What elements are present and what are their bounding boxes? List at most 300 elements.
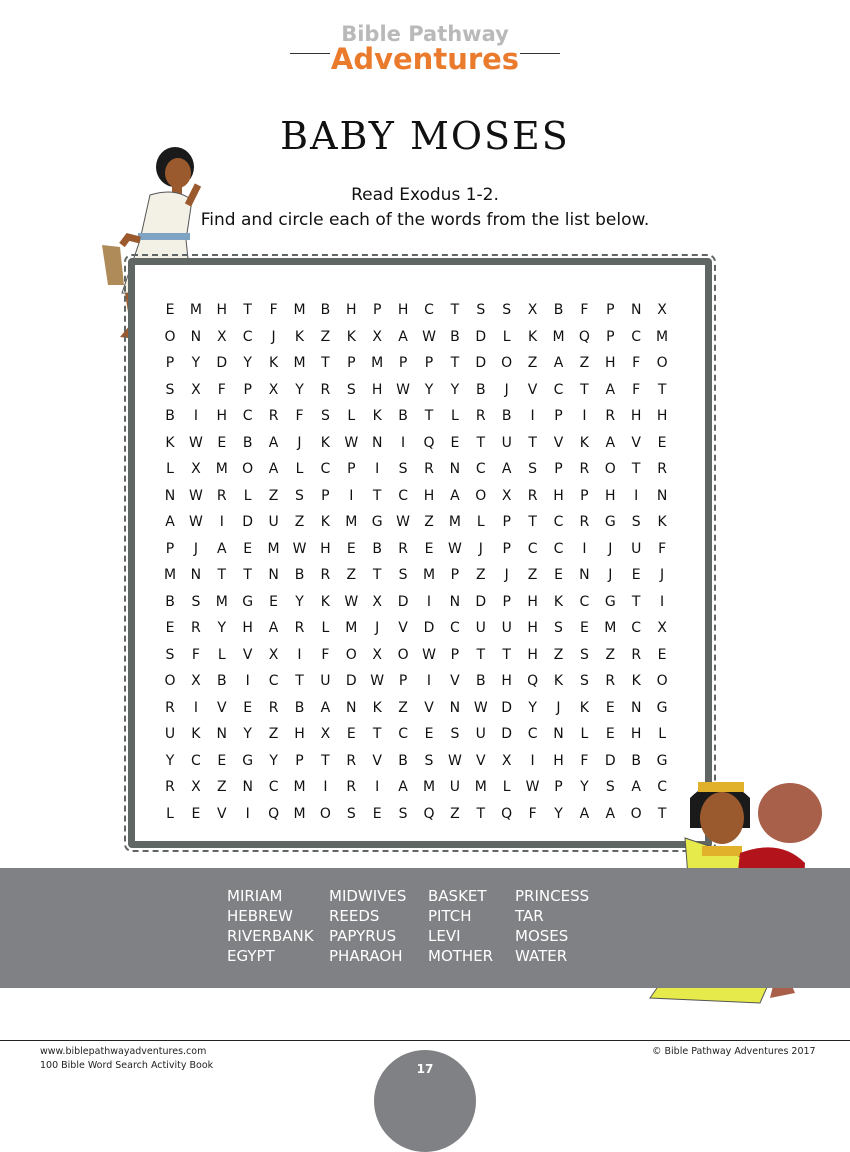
- grid-letter[interactable]: O: [475, 487, 487, 504]
- grid-letter[interactable]: C: [527, 540, 538, 557]
- grid-letter[interactable]: R: [579, 514, 590, 530]
- grid-letter[interactable]: G: [242, 593, 254, 610]
- grid-letter[interactable]: B: [294, 567, 305, 583]
- grid-letter[interactable]: N: [449, 699, 461, 716]
- grid-letter[interactable]: X: [268, 646, 279, 663]
- grid-letter[interactable]: C: [424, 302, 434, 318]
- grid-letter[interactable]: Z: [346, 567, 357, 583]
- grid-letter[interactable]: W: [292, 540, 307, 557]
- grid-letter[interactable]: Y: [217, 620, 227, 636]
- grid-letter[interactable]: D: [604, 752, 616, 769]
- grid-letter[interactable]: B: [450, 328, 460, 345]
- grid-letter[interactable]: T: [295, 673, 304, 689]
- grid-letter[interactable]: H: [294, 726, 305, 742]
- grid-letter[interactable]: Q: [423, 805, 435, 822]
- grid-letter[interactable]: T: [580, 381, 589, 398]
- grid-letter[interactable]: W: [422, 646, 436, 663]
- grid-letter[interactable]: M: [293, 805, 306, 822]
- grid-letter[interactable]: O: [242, 461, 254, 477]
- grid-letter[interactable]: K: [320, 514, 330, 530]
- grid-letter[interactable]: X: [501, 487, 512, 504]
- grid-letter[interactable]: C: [631, 328, 642, 345]
- grid-letter[interactable]: P: [554, 779, 563, 795]
- grid-letter[interactable]: M: [656, 328, 669, 345]
- grid-letter[interactable]: X: [191, 381, 201, 398]
- grid-letter[interactable]: B: [165, 408, 175, 424]
- grid-letter[interactable]: Z: [553, 646, 564, 663]
- grid-letter[interactable]: T: [476, 434, 486, 451]
- grid-letter[interactable]: K: [579, 699, 589, 716]
- grid-letter[interactable]: Z: [424, 514, 434, 530]
- grid-letter[interactable]: P: [295, 752, 304, 769]
- grid-letter[interactable]: W: [447, 540, 462, 557]
- grid-letter[interactable]: A: [398, 328, 408, 345]
- grid-letter[interactable]: I: [582, 408, 587, 424]
- grid-letter[interactable]: R: [579, 461, 590, 477]
- grid-letter[interactable]: M: [422, 779, 436, 795]
- grid-letter[interactable]: C: [450, 620, 460, 636]
- grid-letter[interactable]: P: [554, 408, 563, 424]
- grid-letter[interactable]: I: [530, 408, 535, 424]
- grid-letter[interactable]: E: [346, 726, 356, 742]
- grid-letter[interactable]: G: [604, 593, 616, 610]
- grid-letter[interactable]: N: [164, 487, 176, 504]
- grid-letter[interactable]: P: [347, 461, 356, 477]
- grid-letter[interactable]: S: [165, 381, 175, 398]
- grid-letter[interactable]: Y: [554, 805, 563, 822]
- grid-letter[interactable]: I: [375, 461, 380, 477]
- grid-letter[interactable]: D: [397, 593, 409, 610]
- grid-letter[interactable]: S: [631, 514, 641, 530]
- grid-letter[interactable]: P: [165, 540, 175, 557]
- grid-letter[interactable]: Y: [191, 355, 201, 371]
- grid-letter[interactable]: B: [294, 699, 305, 716]
- grid-letter[interactable]: E: [346, 540, 356, 557]
- grid-letter[interactable]: N: [371, 434, 383, 451]
- grid-letter[interactable]: T: [528, 514, 537, 530]
- grid-letter[interactable]: T: [372, 726, 382, 742]
- grid-letter[interactable]: L: [450, 408, 459, 424]
- grid-letter[interactable]: E: [243, 540, 253, 557]
- grid-letter[interactable]: D: [216, 355, 228, 371]
- grid-letter[interactable]: K: [631, 673, 641, 689]
- grid-letter[interactable]: X: [191, 779, 201, 795]
- grid-letter[interactable]: W: [344, 434, 359, 451]
- grid-letter[interactable]: K: [372, 699, 382, 716]
- grid-letter[interactable]: I: [297, 646, 302, 663]
- grid-letter[interactable]: J: [504, 567, 509, 583]
- grid-letter[interactable]: M: [552, 328, 565, 345]
- grid-letter[interactable]: R: [294, 620, 305, 636]
- grid-letter[interactable]: W: [188, 434, 203, 451]
- grid-letter[interactable]: R: [631, 646, 642, 663]
- grid-letter[interactable]: C: [242, 328, 253, 345]
- grid-letter[interactable]: B: [475, 381, 486, 398]
- grid-letter[interactable]: Z: [320, 328, 331, 345]
- grid-letter[interactable]: P: [165, 355, 175, 371]
- grid-letter[interactable]: R: [527, 487, 538, 504]
- grid-letter[interactable]: N: [268, 567, 279, 583]
- grid-letter[interactable]: Y: [450, 381, 460, 398]
- grid-letter[interactable]: C: [268, 779, 279, 795]
- grid-letter[interactable]: W: [396, 514, 411, 530]
- grid-letter[interactable]: X: [217, 328, 227, 345]
- grid-letter[interactable]: N: [630, 302, 642, 318]
- grid-letter[interactable]: U: [475, 620, 486, 636]
- grid-letter[interactable]: K: [657, 514, 667, 530]
- grid-letter[interactable]: L: [243, 487, 252, 504]
- grid-letter[interactable]: R: [475, 408, 486, 424]
- grid-letter[interactable]: V: [476, 752, 486, 769]
- grid-letter[interactable]: N: [190, 567, 202, 583]
- grid-letter[interactable]: D: [501, 699, 513, 716]
- grid-letter[interactable]: C: [553, 381, 564, 398]
- grid-letter[interactable]: P: [321, 487, 330, 504]
- grid-letter[interactable]: A: [268, 434, 279, 451]
- grid-letter[interactable]: P: [398, 673, 408, 689]
- grid-letter[interactable]: E: [165, 302, 175, 318]
- grid-letter[interactable]: E: [605, 699, 615, 716]
- grid-letter[interactable]: R: [165, 699, 175, 716]
- grid-letter[interactable]: Z: [268, 487, 279, 504]
- grid-letter[interactable]: C: [191, 752, 201, 769]
- grid-letter[interactable]: Z: [605, 646, 616, 663]
- grid-letter[interactable]: I: [582, 540, 587, 557]
- grid-letter[interactable]: U: [164, 726, 176, 742]
- grid-letter[interactable]: D: [475, 593, 487, 610]
- grid-letter[interactable]: S: [346, 805, 356, 822]
- grid-letter[interactable]: G: [371, 514, 383, 530]
- grid-letter[interactable]: Z: [527, 567, 538, 583]
- grid-letter[interactable]: M: [189, 302, 202, 318]
- grid-letter[interactable]: R: [216, 487, 227, 504]
- grid-letter[interactable]: F: [528, 805, 537, 822]
- grid-letter[interactable]: F: [217, 381, 226, 398]
- grid-letter[interactable]: K: [579, 434, 589, 451]
- grid-letter[interactable]: M: [448, 514, 461, 530]
- grid-letter[interactable]: Y: [580, 779, 589, 795]
- grid-letter[interactable]: C: [553, 514, 564, 530]
- grid-letter[interactable]: H: [605, 355, 616, 371]
- grid-letter[interactable]: I: [375, 779, 380, 795]
- grid-letter[interactable]: I: [401, 434, 406, 451]
- grid-letter[interactable]: A: [631, 779, 641, 795]
- grid-letter[interactable]: Y: [424, 381, 434, 398]
- grid-letter[interactable]: R: [605, 408, 616, 424]
- grid-letter[interactable]: O: [345, 646, 357, 663]
- grid-letter[interactable]: X: [372, 646, 382, 663]
- grid-letter[interactable]: H: [397, 302, 409, 318]
- grid-letter[interactable]: O: [501, 355, 513, 371]
- grid-letter[interactable]: A: [605, 381, 616, 398]
- grid-letter[interactable]: S: [295, 487, 304, 504]
- grid-letter[interactable]: M: [163, 567, 177, 583]
- grid-letter[interactable]: T: [372, 487, 382, 504]
- grid-letter[interactable]: H: [216, 302, 228, 318]
- grid-letter[interactable]: F: [191, 646, 200, 663]
- grid-letter[interactable]: M: [422, 567, 436, 583]
- grid-letter[interactable]: M: [293, 779, 306, 795]
- grid-letter[interactable]: B: [553, 302, 564, 318]
- grid-letter[interactable]: B: [216, 673, 227, 689]
- grid-letter[interactable]: N: [656, 487, 668, 504]
- grid-letter[interactable]: F: [580, 302, 589, 318]
- grid-letter[interactable]: E: [217, 752, 227, 769]
- grid-letter[interactable]: C: [527, 726, 538, 742]
- grid-letter[interactable]: K: [346, 328, 356, 345]
- grid-letter[interactable]: A: [579, 805, 590, 822]
- grid-letter[interactable]: W: [422, 328, 436, 345]
- grid-letter[interactable]: O: [604, 461, 616, 477]
- grid-letter[interactable]: M: [267, 540, 280, 557]
- grid-letter[interactable]: D: [475, 355, 487, 371]
- grid-letter[interactable]: P: [243, 381, 252, 398]
- grid-letter[interactable]: A: [501, 461, 512, 477]
- grid-letter[interactable]: H: [630, 726, 642, 742]
- grid-letter[interactable]: C: [398, 726, 408, 742]
- grid-letter[interactable]: L: [166, 805, 174, 822]
- grid-letter[interactable]: Z: [294, 514, 305, 530]
- grid-letter[interactable]: S: [398, 805, 408, 822]
- grid-letter[interactable]: A: [398, 779, 408, 795]
- grid-letter[interactable]: T: [631, 593, 641, 610]
- grid-letter[interactable]: W: [447, 752, 462, 769]
- grid-letter[interactable]: S: [320, 408, 330, 424]
- grid-letter[interactable]: V: [217, 699, 227, 716]
- grid-letter[interactable]: R: [268, 699, 279, 716]
- grid-letter[interactable]: M: [215, 461, 228, 477]
- grid-letter[interactable]: S: [605, 779, 615, 795]
- grid-letter[interactable]: X: [372, 593, 382, 610]
- grid-letter[interactable]: W: [188, 514, 203, 530]
- grid-letter[interactable]: M: [371, 355, 384, 371]
- grid-letter[interactable]: H: [656, 408, 668, 424]
- grid-letter[interactable]: J: [608, 567, 613, 583]
- grid-letter[interactable]: R: [320, 381, 331, 398]
- grid-letter[interactable]: G: [656, 752, 668, 769]
- grid-letter[interactable]: I: [193, 699, 198, 716]
- grid-letter[interactable]: L: [476, 514, 485, 530]
- grid-letter[interactable]: T: [321, 355, 330, 371]
- grid-letter[interactable]: I: [219, 514, 224, 530]
- grid-letter[interactable]: T: [476, 805, 486, 822]
- grid-letter[interactable]: J: [504, 381, 509, 398]
- grid-letter[interactable]: D: [423, 620, 435, 636]
- grid-letter[interactable]: F: [658, 540, 667, 557]
- grid-letter[interactable]: P: [398, 355, 408, 371]
- grid-letter[interactable]: N: [242, 779, 253, 795]
- grid-letter[interactable]: P: [606, 328, 615, 345]
- grid-letter[interactable]: H: [527, 646, 538, 663]
- grid-letter[interactable]: G: [242, 752, 254, 769]
- grid-letter[interactable]: E: [243, 699, 253, 716]
- grid-letter[interactable]: R: [165, 779, 175, 795]
- grid-letter[interactable]: A: [268, 620, 279, 636]
- grid-letter[interactable]: K: [553, 593, 564, 610]
- grid-letter[interactable]: N: [553, 726, 564, 742]
- grid-letter[interactable]: B: [398, 752, 408, 769]
- grid-letter[interactable]: L: [321, 620, 330, 636]
- grid-letter[interactable]: S: [476, 302, 486, 318]
- grid-letter[interactable]: W: [525, 779, 540, 795]
- grid-letter[interactable]: S: [191, 593, 201, 610]
- grid-letter[interactable]: B: [631, 752, 641, 769]
- grid-letter[interactable]: W: [344, 593, 359, 610]
- grid-letter[interactable]: H: [553, 487, 564, 504]
- grid-letter[interactable]: H: [320, 540, 331, 557]
- grid-letter[interactable]: S: [398, 567, 408, 583]
- grid-letter[interactable]: S: [398, 461, 408, 477]
- grid-letter[interactable]: K: [294, 328, 305, 345]
- grid-letter[interactable]: A: [320, 699, 331, 716]
- grid-letter[interactable]: L: [217, 646, 226, 663]
- grid-letter[interactable]: E: [657, 646, 667, 663]
- grid-letter[interactable]: X: [191, 673, 201, 689]
- grid-letter[interactable]: W: [473, 699, 488, 716]
- grid-letter[interactable]: T: [657, 381, 667, 398]
- grid-letter[interactable]: H: [346, 302, 357, 318]
- grid-letter[interactable]: A: [217, 540, 227, 557]
- grid-letter[interactable]: E: [605, 726, 615, 742]
- grid-letter[interactable]: B: [372, 540, 382, 557]
- grid-letter[interactable]: P: [502, 540, 511, 557]
- grid-letter[interactable]: S: [502, 302, 512, 318]
- grid-letter[interactable]: E: [424, 726, 434, 742]
- grid-letter[interactable]: Q: [501, 805, 513, 822]
- grid-letter[interactable]: Z: [398, 699, 408, 716]
- grid-letter[interactable]: K: [372, 408, 382, 424]
- grid-letter[interactable]: N: [190, 328, 202, 345]
- grid-letter[interactable]: A: [605, 805, 616, 822]
- grid-letter[interactable]: F: [321, 646, 330, 663]
- grid-letter[interactable]: A: [268, 461, 279, 477]
- grid-letter[interactable]: K: [528, 328, 538, 345]
- grid-letter[interactable]: V: [217, 805, 227, 822]
- grid-letter[interactable]: S: [424, 752, 434, 769]
- grid-letter[interactable]: Z: [268, 726, 279, 742]
- grid-letter[interactable]: X: [501, 752, 512, 769]
- grid-letter[interactable]: A: [553, 355, 564, 371]
- grid-letter[interactable]: M: [345, 620, 358, 636]
- grid-letter[interactable]: S: [554, 620, 563, 636]
- grid-letter[interactable]: G: [604, 514, 616, 530]
- grid-letter[interactable]: V: [527, 381, 538, 398]
- grid-letter[interactable]: R: [424, 461, 434, 477]
- grid-letter[interactable]: Q: [527, 673, 539, 689]
- grid-letter[interactable]: I: [634, 487, 639, 504]
- grid-letter[interactable]: R: [346, 752, 357, 769]
- grid-letter[interactable]: N: [579, 567, 590, 583]
- grid-letter[interactable]: L: [166, 461, 174, 477]
- grid-letter[interactable]: V: [631, 434, 641, 451]
- grid-letter[interactable]: J: [556, 699, 561, 716]
- grid-letter[interactable]: Y: [295, 381, 304, 398]
- grid-letter[interactable]: Y: [165, 752, 175, 769]
- grid-letter[interactable]: L: [580, 726, 589, 742]
- grid-letter[interactable]: U: [449, 779, 461, 795]
- grid-letter[interactable]: R: [657, 461, 667, 477]
- grid-letter[interactable]: I: [245, 805, 250, 822]
- grid-letter[interactable]: S: [579, 646, 589, 663]
- grid-letter[interactable]: T: [657, 805, 667, 822]
- grid-letter[interactable]: O: [656, 673, 668, 689]
- grid-letter[interactable]: H: [553, 752, 564, 769]
- grid-letter[interactable]: X: [191, 461, 201, 477]
- grid-letter[interactable]: R: [398, 540, 408, 557]
- grid-letter[interactable]: M: [293, 355, 306, 371]
- grid-letter[interactable]: H: [242, 620, 253, 636]
- grid-letter[interactable]: U: [320, 673, 331, 689]
- grid-letter[interactable]: H: [501, 673, 512, 689]
- grid-letter[interactable]: B: [242, 434, 253, 451]
- grid-letter[interactable]: T: [502, 646, 511, 663]
- grid-letter[interactable]: M: [604, 620, 617, 636]
- grid-letter[interactable]: D: [501, 726, 513, 742]
- grid-letter[interactable]: V: [372, 752, 382, 769]
- grid-letter[interactable]: T: [476, 646, 486, 663]
- grid-letter[interactable]: I: [245, 673, 250, 689]
- grid-letter[interactable]: Q: [268, 805, 280, 822]
- grid-letter[interactable]: K: [320, 593, 330, 610]
- grid-letter[interactable]: K: [553, 673, 564, 689]
- grid-letter[interactable]: E: [631, 567, 641, 583]
- grid-letter[interactable]: E: [191, 805, 201, 822]
- grid-letter[interactable]: X: [657, 620, 667, 636]
- grid-letter[interactable]: G: [656, 699, 668, 716]
- grid-letter[interactable]: I: [426, 673, 432, 689]
- grid-letter[interactable]: M: [293, 302, 306, 318]
- grid-letter[interactable]: Z: [450, 805, 460, 822]
- grid-letter[interactable]: V: [424, 699, 434, 716]
- grid-letter[interactable]: X: [268, 381, 279, 398]
- grid-letter[interactable]: R: [605, 673, 616, 689]
- grid-letter[interactable]: O: [164, 328, 176, 345]
- grid-letter[interactable]: R: [346, 779, 357, 795]
- grid-letter[interactable]: E: [269, 593, 279, 610]
- grid-letter[interactable]: U: [501, 434, 512, 451]
- grid-letter[interactable]: C: [579, 593, 590, 610]
- grid-letter[interactable]: W: [188, 487, 203, 504]
- grid-letter[interactable]: T: [424, 408, 434, 424]
- grid-letter[interactable]: D: [242, 514, 254, 530]
- grid-letter[interactable]: C: [631, 620, 642, 636]
- grid-letter[interactable]: E: [165, 620, 175, 636]
- grid-letter[interactable]: V: [398, 620, 408, 636]
- grid-letter[interactable]: I: [349, 487, 354, 504]
- grid-letter[interactable]: N: [630, 699, 642, 716]
- grid-letter[interactable]: E: [372, 805, 382, 822]
- grid-letter[interactable]: X: [320, 726, 331, 742]
- grid-letter[interactable]: H: [216, 408, 228, 424]
- grid-letter[interactable]: F: [295, 408, 304, 424]
- grid-letter[interactable]: A: [450, 487, 460, 504]
- grid-letter[interactable]: O: [319, 805, 331, 822]
- grid-letter[interactable]: O: [164, 673, 176, 689]
- grid-letter[interactable]: T: [450, 355, 460, 371]
- grid-letter[interactable]: N: [449, 593, 461, 610]
- grid-letter[interactable]: Z: [476, 567, 486, 583]
- grid-letter[interactable]: M: [345, 514, 358, 530]
- grid-letter[interactable]: H: [605, 487, 616, 504]
- grid-letter[interactable]: I: [660, 593, 665, 610]
- grid-letter[interactable]: P: [450, 646, 460, 663]
- grid-letter[interactable]: B: [398, 408, 408, 424]
- grid-letter[interactable]: I: [530, 752, 535, 769]
- grid-letter[interactable]: C: [553, 540, 564, 557]
- grid-letter[interactable]: M: [474, 779, 487, 795]
- grid-letter[interactable]: R: [268, 408, 279, 424]
- grid-letter[interactable]: I: [323, 779, 328, 795]
